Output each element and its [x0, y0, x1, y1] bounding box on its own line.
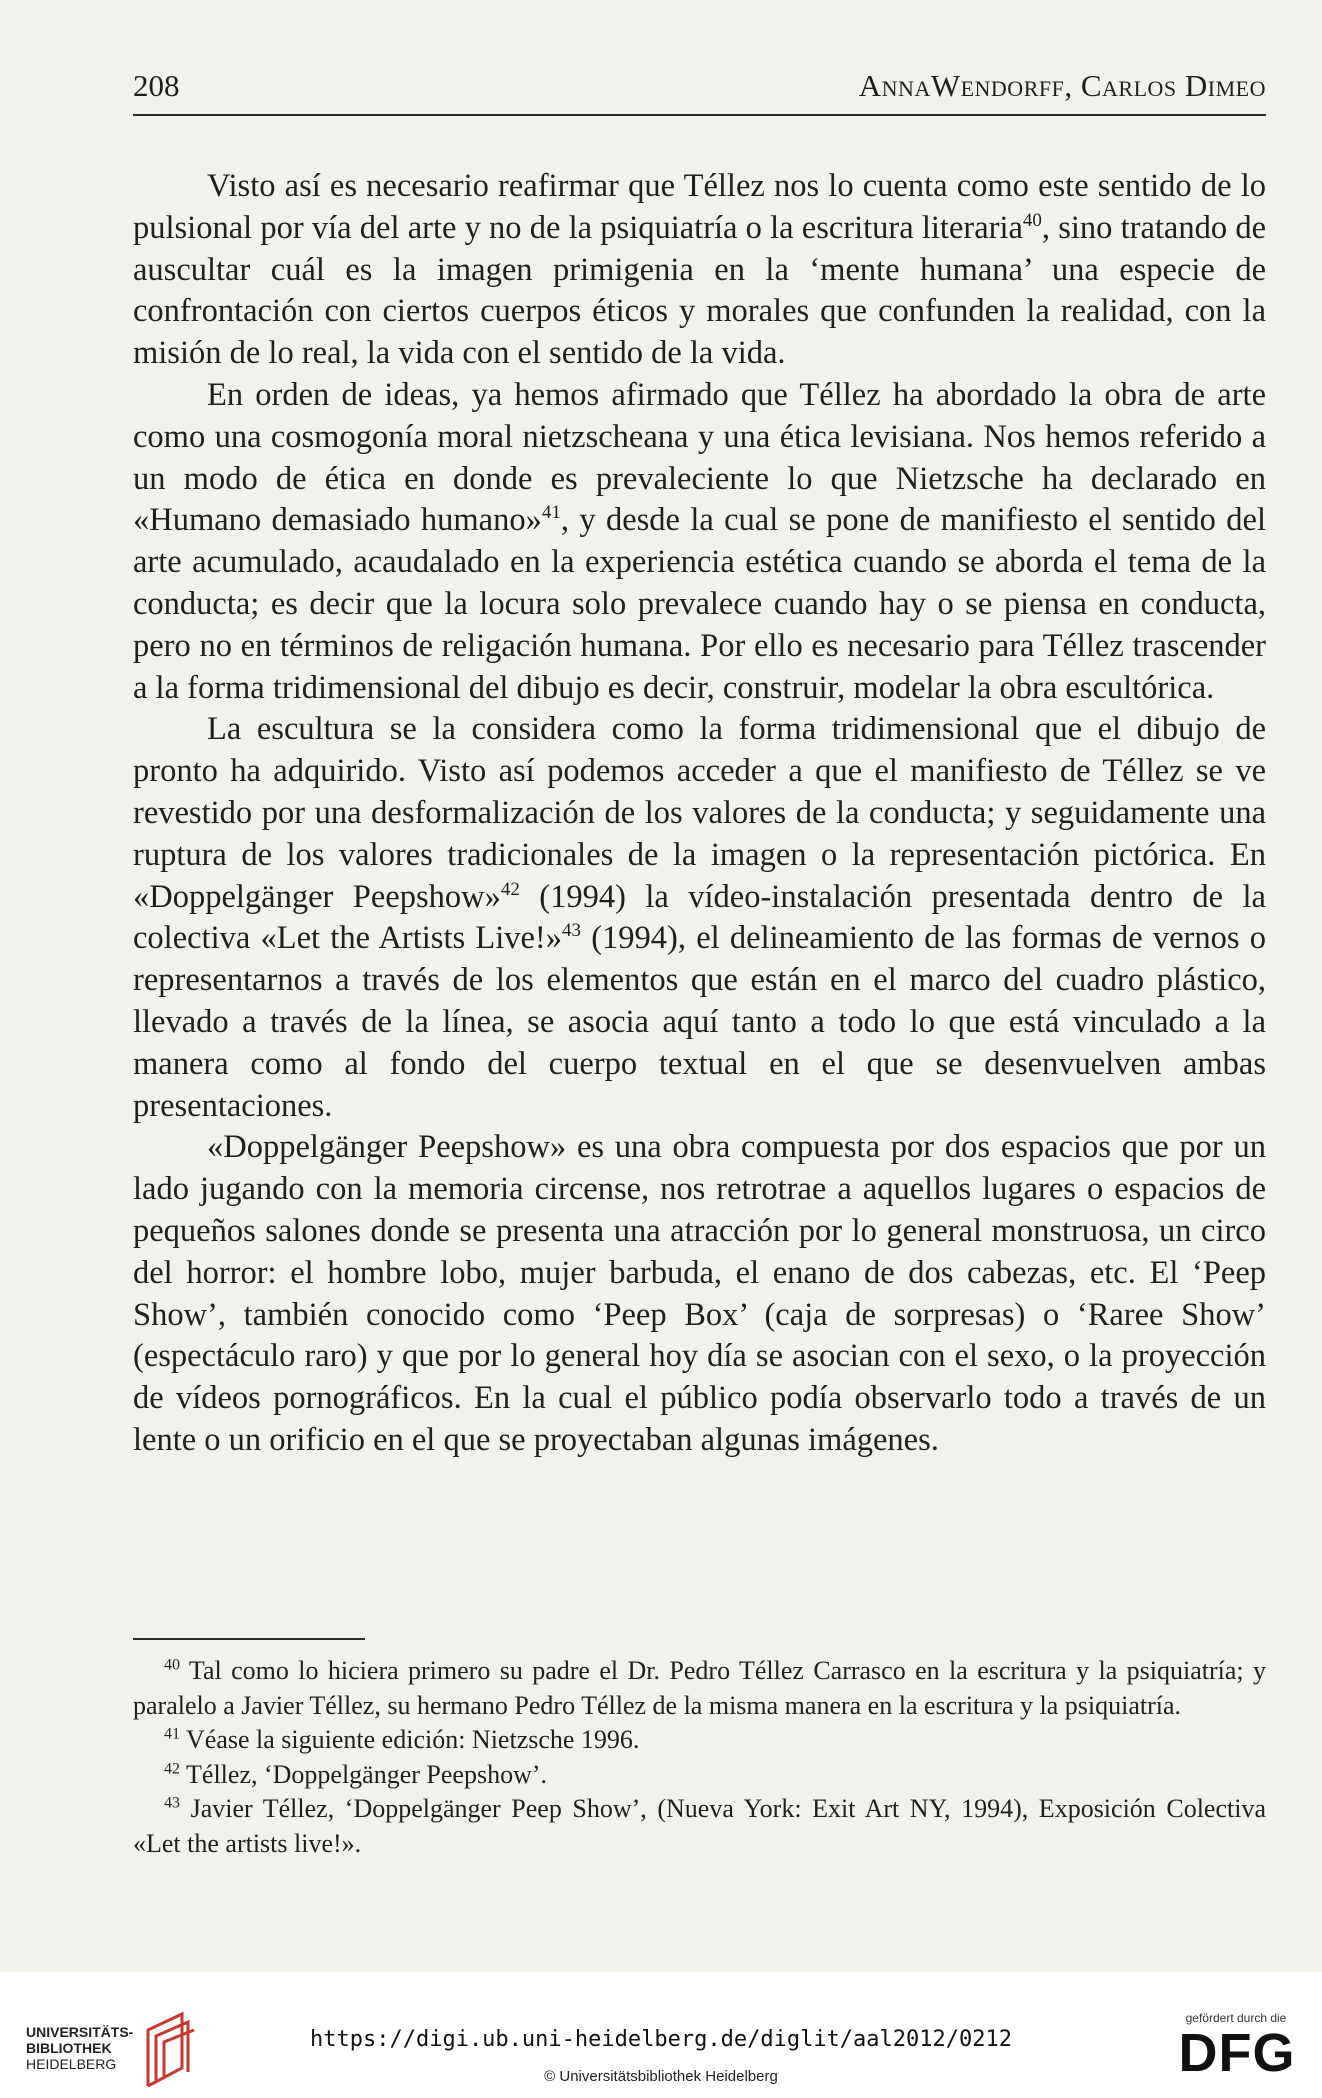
footnote-divider [133, 1638, 365, 1640]
footnotes [133, 1654, 1266, 1861]
paragraph: Visto así es necesario reafirmar que Téllez nos lo cuenta como este sentido de lo pulsional por vía del arte y no de la psiquiatría o la escritura literaria$^{40}$, sino tratando de auscultar cuál es la imagen primigenia en la ‘mente humana’ una especie de confrontación con ciertos cuerpos éticos y morales que confunden la realidad, con la misión de lo real, la vida con el sentido de la vida. [133, 168, 1266, 372]
document-url[interactable]: https://digi.ub.uni-heidelberg.de/diglit/aal2012/0212 [310, 2027, 1012, 2052]
footnote-ref[interactable]: 40 [1022, 209, 1042, 231]
footnote: $^{41}$ Véase la siguiente edición: Nietzsche 1996. [164, 1725, 640, 1754]
funded-by-label: gefördert durch die [1185, 2011, 1287, 2025]
paragraph: «Doppelgänger Peepshow» es una obra compuesta por dos espacios que por un lado jugando con la memoria circense, nos retrotrae a aquellos lugares o espacios de pequeños salones donde se presenta una atracción por lo general monstruosa, un circo del horror: el hombre lobo, mujer barbuda, el enano de dos cabezas, etc. El ‘Peep Show’, también conocido como ‘Peep Box’ (caja de sorpresas) o ‘Raree Show’ (espectáculo raro) y que por lo general hoy día se asocian con el sexo, o la proyección de vídeos pornográficos. En la cual el público podía observarlo todo a través de un lente o un orificio en el que se proyectaban algunas imágenes. [133, 1129, 1266, 1458]
library-name: UNIVERSITÄTS- BIBLIOTHEK HEIDELBERG [26, 2024, 134, 2072]
paragraph: La escultura se la considera como la forma tridimensional que el dibujo de pronto ha adquirido. Visto así podemos acceder a que el manifiesto de Téllez se ve revestido por una desformalización de los valores de la conducta; y seguidamente una ruptura de los valores tradicionales de la imagen o la representación pictórica. En «Doppelgänger Peepshow»$^{42}$ (1994) la vídeo-instalación presentada dentro de la colectiva «Let the Artists Live!»$^{43}$ (1994), el delineamiento de las formas de vernos o representarnos a través de los elementos que están en el marco del cuadro plástico, llevado a través de la línea, se asocia aquí tanto a todo lo que está vinculado a la manera como al fondo del cuerpo textual en el que se desenvuelven ambas presentaciones. [133, 711, 1266, 1124]
footnote-ref[interactable]: 43 [562, 920, 581, 942]
body-text [133, 166, 1266, 1462]
page-number: 208 [133, 68, 180, 103]
dfg-logo: DFG [1178, 2023, 1296, 2083]
running-head: AnnaWendorff, Carlos Dimeo [858, 68, 1266, 103]
copyright-notice: © Universitätsbibliothek Heidelberg [544, 2068, 778, 2085]
footnote-number: 40 [164, 1656, 180, 1674]
footnote-number: 41 [164, 1725, 180, 1743]
footnote-ref[interactable]: 41 [541, 502, 561, 524]
footnote-ref[interactable]: 42 [500, 878, 520, 900]
page-header [133, 68, 1266, 116]
paragraph: En orden de ideas, ya hemos afirmado que Téllez ha abordado la obra de arte como una cosmogonía moral nietzscheana y una ética levisiana. Nos hemos referido a un modo de ética en donde es prevaleciente lo que Nietzsche ha declarado en «Humano demasiado humano»$^{41}$, y desde la cual se pone de manifiesto el sentido del arte acumulado, acaudalado en la experiencia estética cuando se aborda el tema de la conducta; es decir que la locura solo prevalece cuando hay o se piensa en conducta, pero no en términos de religación humana. Por ello es necesario para Téllez trascender a la forma tridimensional del dibujo es decir, construir, modelar la obra escultórica. [133, 376, 1266, 706]
footnote: $^{43}$ Javier Téllez, ‘Doppelgänger Peep Show’, (Nueva York: Exit Art NY, 1994), Exposición Colectiva «Let the artists live!». [133, 1794, 1266, 1858]
footnote-number: 43 [164, 1794, 180, 1812]
footnote-number: 42 [164, 1759, 180, 1777]
footnote: $^{42}$ Téllez, ‘Doppelgänger Peepshow’. [164, 1759, 548, 1789]
footnote: $^{40}$ Tal como lo hiciera primero su padre el Dr. Pedro Téllez Carrasco en la escritura y la psiquiatría; y paralelo a Javier Téllez, su hermano Pedro Téllez de la misma manera en la escritura y la psiquiatría. [133, 1656, 1266, 1720]
